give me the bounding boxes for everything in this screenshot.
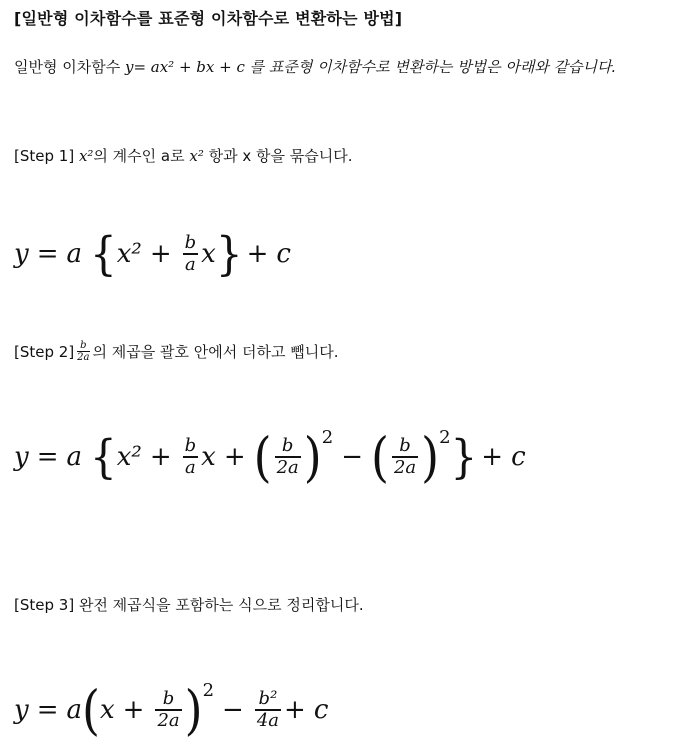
fraction-b-over-a: $\frac{b}{a}$ <box>184 232 197 275</box>
step2-label: [Step 2] <box>14 342 75 361</box>
intro-prefix: 일반형 이차함수 <box>14 58 125 76</box>
equation-step2: y = a { x² + $\frac{b}{a}$ x + ( $\frac{b}{2a}$ ) 2 − ( $\frac{b}{2a}$ ) 2 } + c <box>14 425 526 489</box>
equation-step1: y = a { x² + $\frac{b}{a}$ x } + c <box>14 226 291 281</box>
step2-text: 의 제곱을 괄호 안에서 더하고 뺍니다. <box>92 343 339 361</box>
step1-text1: 의 계수인 a로 <box>93 147 190 165</box>
intro-line <box>14 56 616 77</box>
step3-line <box>14 594 364 615</box>
step1-x2-a: x² <box>78 147 94 165</box>
step1-line <box>14 145 353 166</box>
step2-line <box>14 340 338 363</box>
step1-text2: 항과 x 항을 묶습니다. <box>203 147 353 165</box>
step3-text: 완전 제곱식을 포함하는 식으로 정리합니다. <box>78 596 364 614</box>
intro-equation: y= ax² + bx + c <box>124 58 245 76</box>
step3-label: [Step 3] <box>14 596 79 614</box>
step1-label: [Step 1] <box>14 147 79 165</box>
step1-x2-b: x² <box>189 147 204 165</box>
equation-step3: y = a ( x + $\frac{b}{2a}$ ) 2 − $\frac{\text{b²}}{4a}$ + c <box>14 678 329 742</box>
step2-fraction: b 2a <box>77 340 90 363</box>
page-title: [일반형 이차함수를 표준형 이차함수로 변환하는 방법] <box>14 9 403 28</box>
intro-suffix: 를 표준형 이차함수로 변환하는 방법은 아래와 같습니다. <box>244 58 617 76</box>
